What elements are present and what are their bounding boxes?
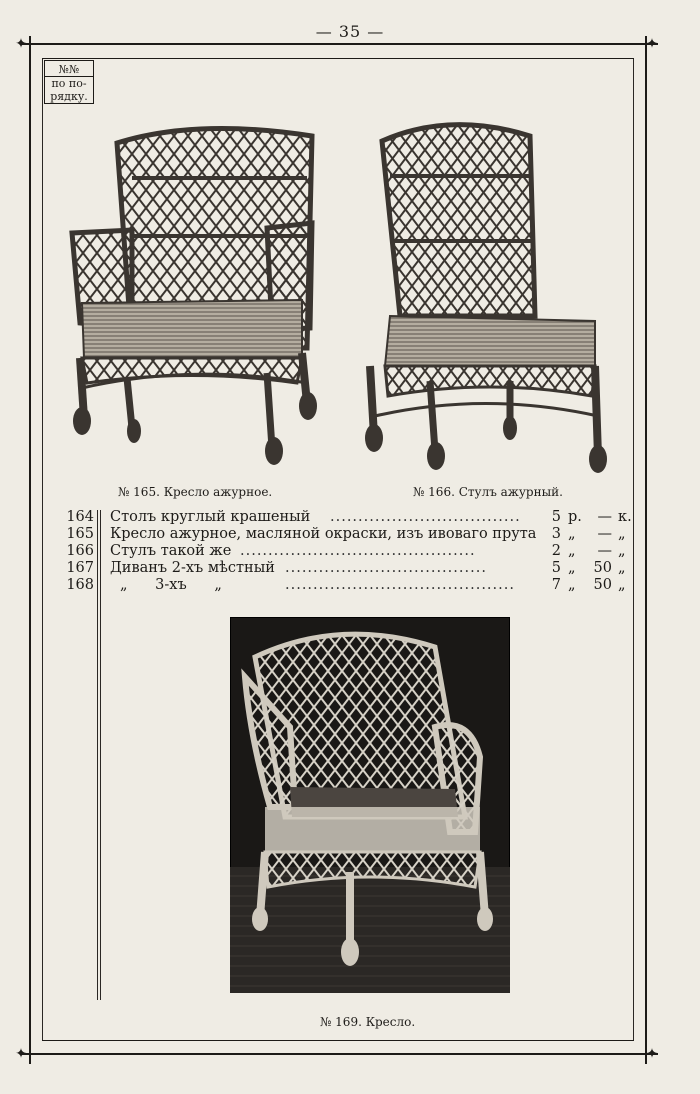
item-number: 164 xyxy=(66,509,94,525)
item-number: 165 xyxy=(66,526,94,542)
price-row xyxy=(60,543,640,560)
corner-ornament-icon: ✦ xyxy=(15,1046,27,1062)
price-list xyxy=(60,509,640,594)
item-description: Столъ круглый крашеный xyxy=(110,509,311,525)
number-column-header xyxy=(44,60,94,104)
kopecks-sign: „ xyxy=(618,560,626,576)
figure-166-caption: № 166. Стулъ ажурный. xyxy=(413,485,563,499)
figure-169-caption: № 169. Кресло. xyxy=(320,1015,416,1029)
rubles-sign: „ xyxy=(568,577,576,593)
item-description: Стулъ такой же xyxy=(110,543,232,559)
number-header-line2: по по- xyxy=(51,77,87,90)
price-row xyxy=(60,509,640,526)
number-header-line1: №№ xyxy=(45,63,93,77)
price-row xyxy=(60,526,640,543)
kopecks-sign: „ xyxy=(618,543,626,559)
item-rubles: 5 xyxy=(551,509,561,525)
item-rubles: 2 xyxy=(551,543,561,559)
kopecks-sign: к. xyxy=(618,509,632,525)
wicker-armchair-photo xyxy=(230,617,510,993)
item-description: „ 3-хъ „ xyxy=(120,577,222,593)
leader-dots: .................................... xyxy=(285,560,487,576)
price-row xyxy=(60,560,640,577)
number-header-line3: рядку. xyxy=(50,90,88,103)
corner-ornament-icon: ✦ xyxy=(15,36,27,52)
rubles-sign: „ xyxy=(568,526,576,542)
left-rule xyxy=(29,36,31,1064)
item-description: Кресло ажурное, масляной окраски, изъ ивоваго прута xyxy=(110,526,537,542)
item-kopecks: — xyxy=(597,526,612,542)
item-kopecks: 50 xyxy=(593,560,612,576)
wicker-armchair-image xyxy=(62,118,332,478)
leader-dots: .......................................... xyxy=(240,543,476,559)
kopecks-sign: „ xyxy=(618,577,626,593)
leader-dots: ......................................... xyxy=(285,577,515,593)
corner-ornament-icon: ✦ xyxy=(646,36,658,52)
corner-ornament-icon: ✦ xyxy=(646,1046,658,1062)
price-row xyxy=(60,577,640,594)
item-kopecks: — xyxy=(597,543,612,559)
item-kopecks: — xyxy=(597,509,612,525)
inner-bottom-rule xyxy=(42,1040,634,1041)
inner-top-rule xyxy=(42,58,634,59)
wicker-chair-image xyxy=(360,116,610,486)
item-kopecks: 50 xyxy=(593,577,612,593)
figure-165-caption: № 165. Кресло ажурное. xyxy=(118,485,273,499)
item-number: 168 xyxy=(66,577,94,593)
rubles-sign: „ xyxy=(568,543,576,559)
leader-dots: .................................. xyxy=(330,509,521,525)
item-description: Диванъ 2-хъ мѣстный xyxy=(110,560,275,576)
item-rubles: 5 xyxy=(551,560,561,576)
rubles-sign: р. xyxy=(568,509,582,525)
page-number: — 35 — xyxy=(315,22,385,41)
item-number: 166 xyxy=(66,543,94,559)
bottom-rule xyxy=(22,1053,658,1055)
item-number: 167 xyxy=(66,560,94,576)
rubles-sign: „ xyxy=(568,560,576,576)
left-inner-rule xyxy=(42,58,43,1040)
top-rule xyxy=(22,43,658,45)
item-rubles: 7 xyxy=(551,577,561,593)
item-rubles: 3 xyxy=(551,526,561,542)
right-rule xyxy=(645,36,647,1064)
kopecks-sign: „ xyxy=(618,526,626,542)
